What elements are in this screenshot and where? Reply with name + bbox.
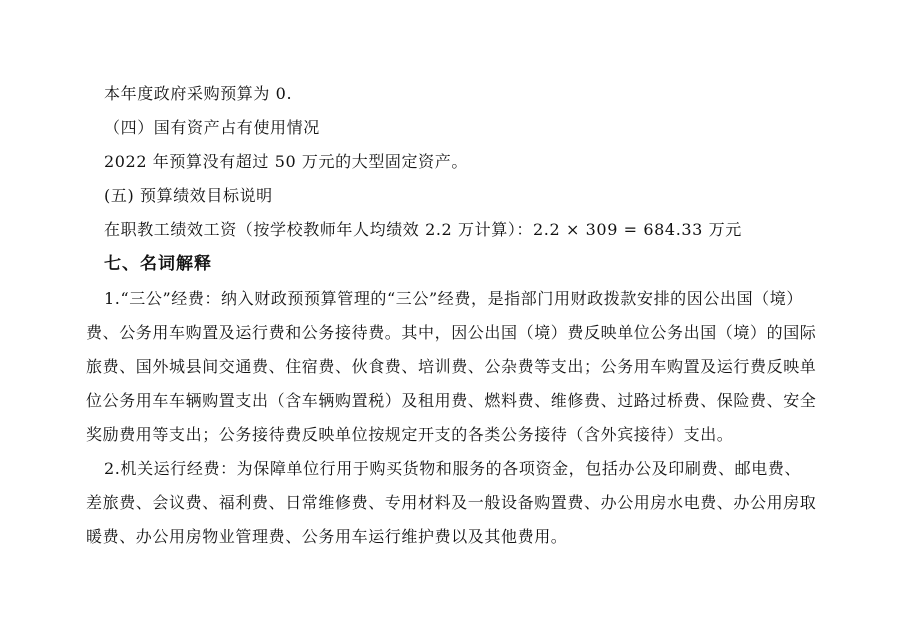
- performance-pay-line: 在职教工绩效工资（按学校教师年人均绩效 2.2 万计算）：2.2 × 309 = 684.33 万元: [104, 220, 742, 239]
- paragraph-row: 旅费、国外城县间交通费、住宿费、伙食费、培训费、公杂费等支出；公务用车购置及运行费反映单: [86, 357, 817, 376]
- paragraph-row: 位公务用车车辆购置支出（含车辆购置税）及租用费、燃料费、维修费、过路过桥费、保险费、安全: [86, 391, 817, 410]
- paragraph-row: 2.机关运行经费：为保障单位行用于购买货物和服务的各项资金，包括办公及印刷费、邮电费、: [104, 459, 802, 478]
- subsection-heading-assets: （四）国有资产占有使用情况: [104, 118, 320, 137]
- glossary-item-three-public: [86, 282, 824, 452]
- paragraph-row: 差旅费、会议费、福利费、日常维修费、专用材料及一般设备购置费、办公用房水电费、办公用房取: [86, 493, 817, 512]
- glossary-item-operating-funds: [86, 452, 824, 554]
- paragraph-row: 1.“三公”经费：纳入财政预预算管理的“三公”经费，是指部门用财政拨款安排的因公出国（境）: [104, 289, 803, 308]
- paragraph-row: 奖励费用等支出；公务接待费反映单位按规定开支的各类公务接待（含外宾接待）支出。: [86, 425, 734, 444]
- paragraph-row: 费、公务用车购置及运行费和公务接待费。其中，因公出国（境）费反映单位公务出国（境）的国际: [86, 323, 817, 342]
- procurement-budget-line: 本年度政府采购预算为 0.: [104, 84, 293, 103]
- fixed-assets-line: 2022 年预算没有超过 50 万元的大型固定资产。: [104, 152, 468, 171]
- section-heading-glossary: 七、名词解释: [104, 254, 212, 274]
- subsection-heading-performance: (五) 预算绩效目标说明: [104, 186, 273, 205]
- paragraph-row: 暖费、办公用房物业管理费、公务用车运行维护费以及其他费用。: [86, 527, 568, 546]
